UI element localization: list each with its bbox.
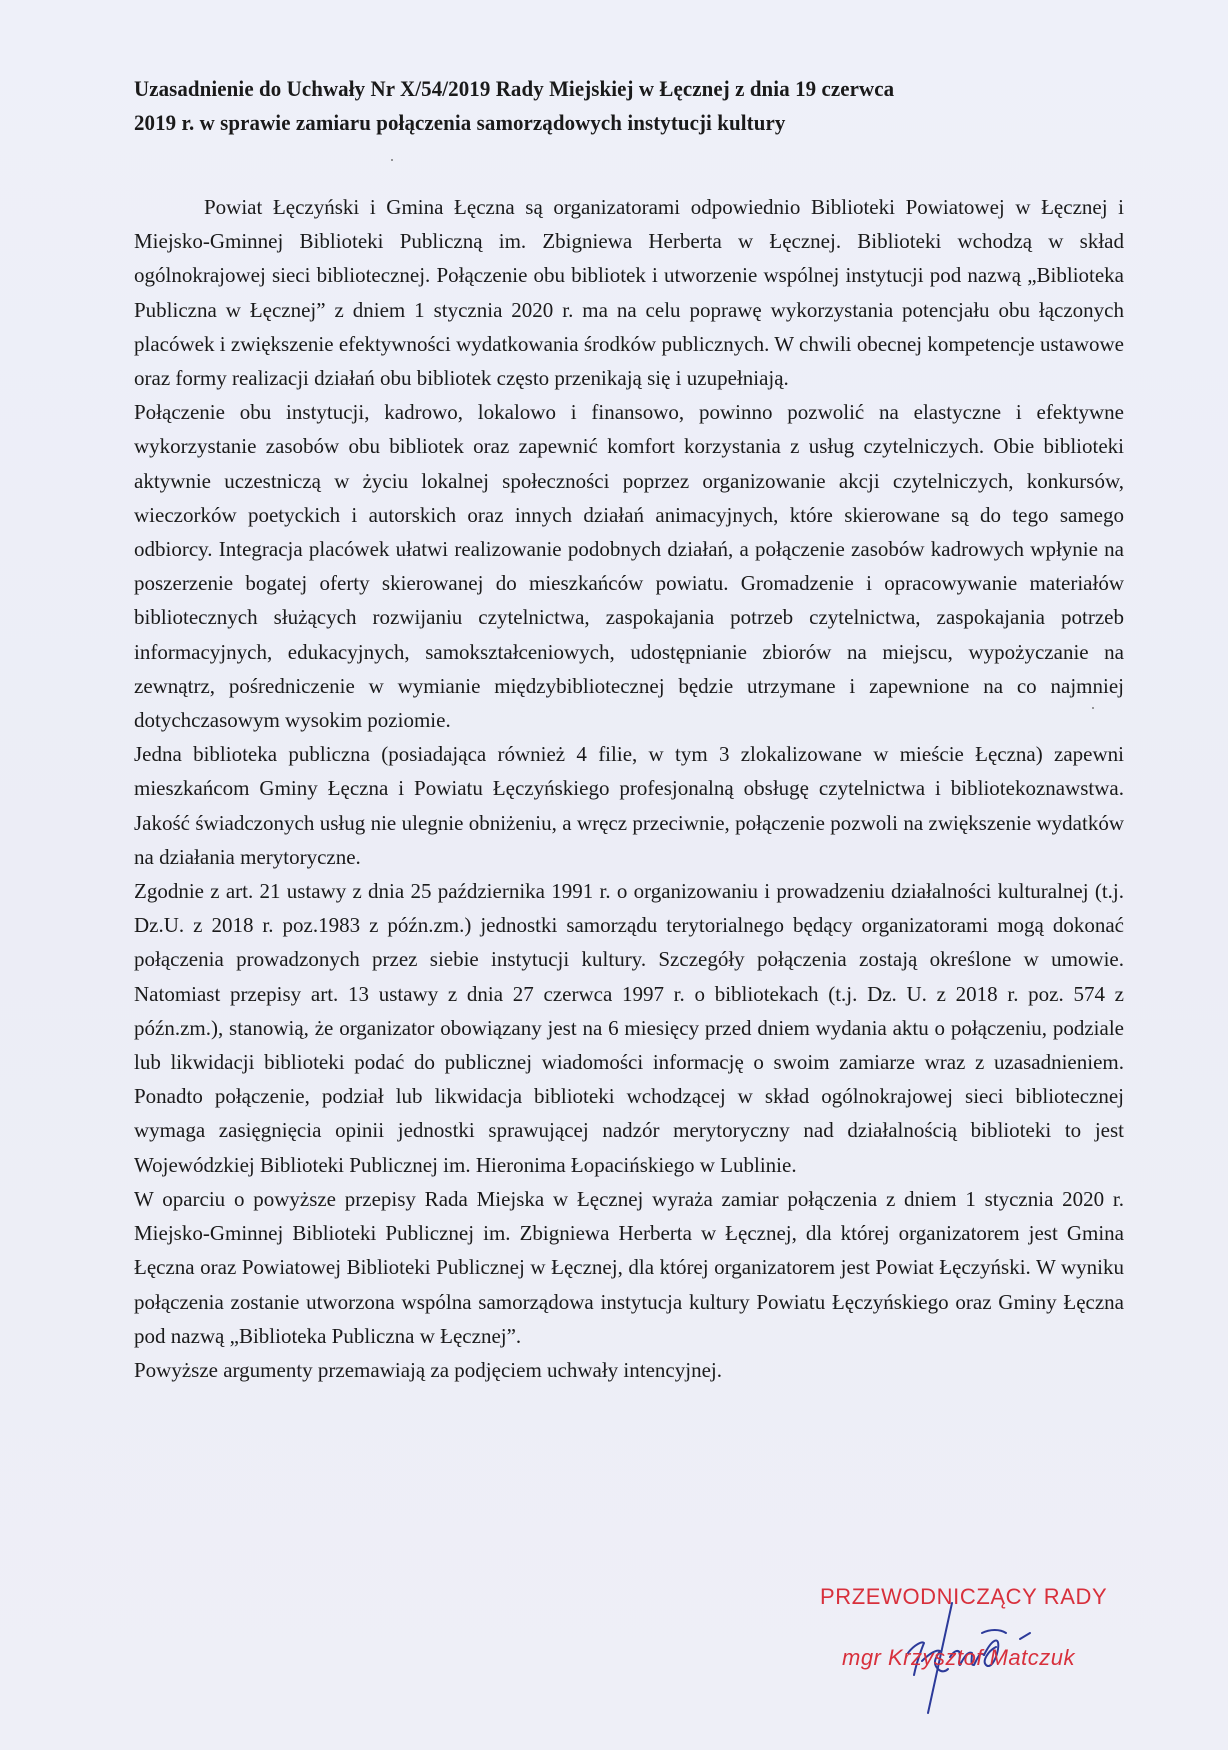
stamp-title: PRZEWODNICZĄCY RADY: [820, 1584, 1108, 1609]
document-body: [134, 190, 1124, 1387]
paragraph-6: Powyższe argumenty przemawiają za podjęciem uchwały intencyjnej.: [134, 1357, 722, 1382]
signature-stroke: [1020, 1633, 1030, 1639]
paragraph-3: Jedna biblioteka publiczna (posiadająca również 4 filie, w tym 3 zlokalizowane w mieście Łęczna) zapewni mieszkańcom Gminy Łęczna i Powiatu Łęczyńskiego profesjonalną obsługę czytelnictwa i bibliotekoznawstwa. Jakość świadczonych usług nie ulegnie obniżeniu, a wręcz przeciwnie, połączenie pozwoli na zwiększenie wydatków na działania merytoryczne.: [134, 742, 1124, 869]
paragraph-4: Zgodnie z art. 21 ustawy z dnia 25 października 1991 r. o organizowaniu i prowadzeniu działalności kulturalnej (t.j. Dz.U. z 2018 r. poz.1983 z późn.zm.) jednostki samorządu terytorialnego będący organizatorami mogą dokonać połączenia prowadzonych przez siebie instytucji kultury. Szczegóły połączenia zostają określone w umowie. Natomiast przepisy art. 13 ustawy z dnia 27 czerwca 1997 r. o bibliotekach (t.j. Dz. U. z 2018 r. poz. 574 z późn.zm.), stanowią, że organizator obowiązany jest na 6 miesięcy przed dniem wydania aktu o połączeniu, podziale lub likwidacji biblioteki podać do publicznej wiadomości informację o swoim zamiarze wraz z uzasadnieniem. Ponadto połączenie, podział lub likwidacja biblioteki wchodzącej w skład ogólnokrajowej sieci bibliotecznej wymaga zasięgnięcia opinii jednostki sprawującej nadzór merytoryczny nad działalnością biblioteki to jest Wojewódzkiej Biblioteki Publicznej im. Hieronima Łopacińskiego w Lublinie.: [134, 879, 1124, 1177]
scan-speck: [391, 159, 393, 161]
document-title: Uzasadnienie do Uchwały Nr X/54/2019 Rady Miejskiej w Łęcznej z dnia 19 czerwca 2019 r. w sprawie zamiaru połączenia samorządowych instytucji kultury: [134, 76, 895, 135]
paragraph-5: W oparciu o powyższe przepisy Rada Miejska w Łęcznej wyraża zamiar połączenia z dniem 1 stycznia 2020 r. Miejsko-Gminnej Biblioteki Publicznej im. Zbigniewa Herberta w Łęcznej, dla której organizatorem jest Gmina Łęczna oraz Powiatowej Biblioteki Publicznej w Łęcznej, dla której organizatorem jest Powiat Łęczyński. W wyniku połączenia zostanie utworzona wspólna samorządowa instytucja kultury Powiatu Łęczyńskiego oraz Gminy Łęczna pod nazwą „Biblioteka Publiczna w Łęcznej”.: [134, 1186, 1124, 1348]
stamp-name: mgr Krzysztof Matczuk: [842, 1645, 1075, 1670]
paragraph-2: Połączenie obu instytucji, kadrowo, lokalowo i finansowo, powinno pozwolić na elastyczne i efektywne wykorzystanie zasobów obu bibliotek oraz zapewnić komfort korzystania z usług czytelniczych. Obie biblioteki aktywnie uczestniczą w życiu lokalnej społeczności poprzez organizowanie akcji czytelniczych, konkursów, wieczorków poetyckich i autorskich oraz innych działań animacyjnych, które skierowane są do tego samego odbiorcy. Integracja placówek ułatwi realizowanie podobnych działań, a połączenie zasobów kadrowych wpłynie na poszerzenie bogatej oferty skierowanej do mieszkańców powiatu. Gromadzenie i opracowywanie materiałów bibliotecznych służących rozwijaniu czytelnictwa, zaspokajania potrzeb czytelnictwa, zaspokajania potrzeb informacyjnych, edukacyjnych, samokształceniowych, udostępnianie zbiorów na miejscu, wypożyczanie na zewnątrz, pośredniczenie w wymianie międzybibliotecznej będzie utrzymane i zapewnione na co najmniej dotychczasowym wysokim poziomie.: [134, 400, 1124, 733]
signature-stroke: [982, 1630, 1006, 1633]
paragraph-1: Powiat Łęczyński i Gmina Łęczna są organizatorami odpowiednio Biblioteki Powiatowej w Łęcznej i Miejsko-Gminnej Biblioteki Publiczną im. Zbigniewa Herberta w Łęcznej. Biblioteki wchodzą w skład ogólnokrajowej sieci bibliotecznej. Połączenie obu bibliotek i utworzenie wspólnej instytucji pod nazwą „Biblioteka Publiczna w Łęcznej” z dniem 1 stycznia 2020 r. ma na celu poprawę wykorzystania potencjału obu łączonych placówek i zwiększenie efektywności wydatkowania środków publicznych. W chwili obecnej kompetencje ustawowe oraz formy realizacji działań obu bibliotek często przenikają się i uzupełniają.: [134, 195, 1124, 391]
